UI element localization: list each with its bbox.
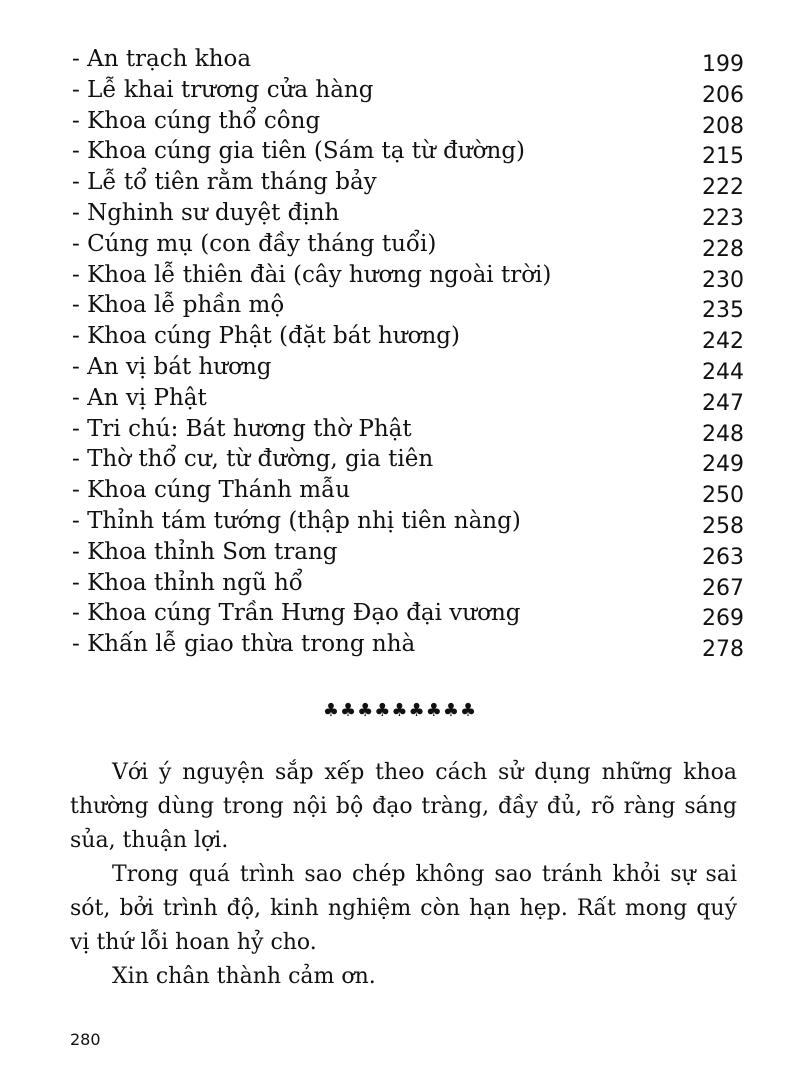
toc-entry	[72, 321, 744, 355]
club-ornament-divider: ♣♣♣♣♣♣♣♣♣	[322, 700, 478, 721]
toc-entry-page: 267	[702, 575, 744, 601]
toc-entry	[72, 106, 744, 137]
toc-entry-page: 223	[702, 205, 744, 231]
toc-entry-page: 244	[702, 359, 744, 385]
toc-entry-title: - Thờ thổ cư, từ đường, gia tiên	[72, 446, 434, 473]
toc-entry-page: 249	[702, 452, 744, 478]
toc-entry-page: 199	[702, 52, 744, 77]
toc-entry	[72, 352, 744, 383]
toc-entry-title: - Khoa cúng Phật (đặt bát hương)	[72, 323, 460, 350]
toc-entry-title: - An vị bát hương	[72, 353, 272, 380]
toc-entry	[72, 414, 744, 445]
toc-entry-page: 269	[702, 606, 744, 632]
toc-entry-page: 278	[702, 637, 744, 663]
toc-entry-page: 230	[702, 267, 744, 293]
toc-entry-page: 222	[702, 175, 744, 201]
toc-entry-title: - Khoa cúng gia tiên (Sám tạ từ đường)	[72, 138, 526, 165]
toc-entry-title: - Nghinh sư duyệt định	[72, 199, 340, 226]
toc-entry-page: 247	[702, 390, 744, 416]
toc-entry-title: - Thỉnh tám tướng (thập nhị tiên nàng)	[72, 507, 521, 534]
table-of-contents	[72, 44, 744, 663]
toc-entry-title: - An vị Phật	[72, 384, 207, 411]
toc-entry-page: 228	[702, 236, 744, 262]
toc-entry	[72, 260, 744, 291]
toc-entry-page: 248	[702, 421, 744, 447]
toc-entry	[72, 198, 744, 229]
toc-entry-title: - Khấn lễ giao thừa trong nhà	[72, 631, 416, 658]
toc-entry	[72, 444, 744, 478]
toc-entry	[72, 598, 744, 632]
toc-entry-page: 235	[702, 298, 744, 324]
toc-entry	[72, 383, 744, 414]
page-number: 280	[70, 1030, 101, 1049]
paragraph: Trong quá trình sao chép không sao tránh khỏi sự sai sót, bởi trình độ, kinh nghiệm còn hạn hẹp. Rất mong quý vị thứ lỗi hoan hỷ cho.	[70, 862, 737, 955]
toc-entry	[72, 75, 744, 106]
toc-entry-page: 215	[702, 144, 744, 170]
toc-entry-title: - Khoa thỉnh ngũ hổ	[72, 569, 303, 596]
toc-entry-title: - Khoa cúng Trần Hưng Đạo đại vương	[72, 600, 521, 627]
toc-entry-title: - Khoa thỉnh Sơn trang	[72, 538, 338, 565]
toc-entry-title: - Khoa lễ phần mộ	[72, 292, 285, 319]
toc-entry-title: - Tri chú: Bát hương thờ Phật	[72, 415, 412, 442]
toc-entry	[72, 290, 744, 324]
toc-entry-title: - Lễ tổ tiên rằm tháng bảy	[72, 169, 377, 196]
toc-entry	[72, 229, 744, 260]
toc-entry-page: 258	[702, 513, 744, 539]
toc-entry	[72, 629, 744, 663]
toc-entry-title: - Khoa lễ thiên đài (cây hương ngoài trời)	[72, 261, 552, 288]
toc-entry	[72, 167, 744, 201]
toc-entry	[72, 44, 744, 75]
paragraph: Với ý nguyện sắp xếp theo cách sử dụng những khoa thường dùng trong nội bộ đạo tràng, đầy đủ, rõ ràng sáng sủa, thuận lợi.	[70, 760, 737, 853]
toc-entry-title: - An trạch khoa	[72, 46, 252, 72]
toc-entry	[72, 136, 744, 170]
toc-entry-page: 208	[702, 113, 744, 139]
toc-entry-page: 206	[702, 82, 744, 108]
toc-entry	[72, 506, 744, 537]
toc-entry-page: 242	[702, 329, 744, 355]
toc-entry-page: 250	[702, 483, 744, 509]
closing-text	[70, 756, 737, 994]
toc-entry-title: - Khoa cúng Thánh mẫu	[72, 477, 351, 504]
toc-entry-title: - Khoa cúng thổ công	[72, 107, 321, 134]
toc-entry-title: - Cúng mụ (con đầy tháng tuổi)	[72, 230, 437, 257]
paragraph: Xin chân thành cảm ơn.	[112, 964, 376, 989]
toc-entry-title: - Lễ khai trương cửa hàng	[72, 76, 374, 103]
toc-entry-page: 263	[702, 544, 744, 570]
toc-entry	[72, 475, 744, 509]
toc-entry	[72, 537, 744, 568]
toc-entry	[72, 568, 744, 599]
